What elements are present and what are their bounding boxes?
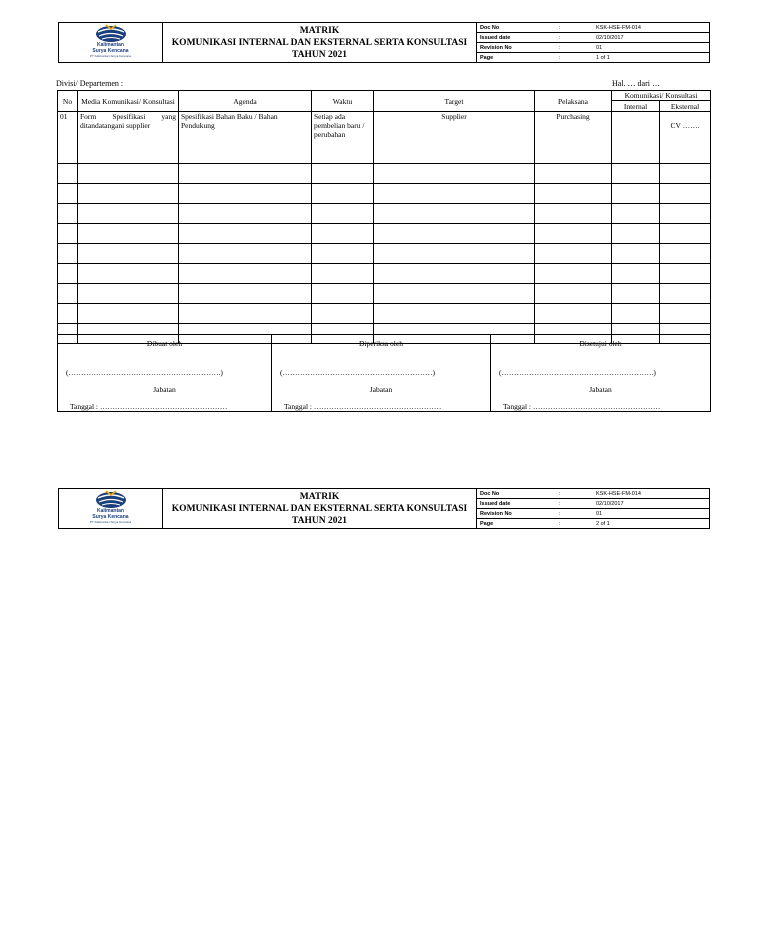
col-header-media: Media Komunikasi/ Konsultasi: [78, 91, 179, 112]
table-row: [58, 184, 711, 204]
logo-name-2: Surya Kencana: [92, 513, 129, 520]
jabatan-label: Jabatan: [153, 385, 176, 394]
document-meta: [477, 23, 710, 63]
meta-sep: :: [559, 54, 561, 61]
empty-cell: [312, 264, 374, 284]
empty-cell: [535, 224, 612, 244]
logo-name-2: Surya Kencana: [92, 47, 129, 54]
meta-key: Doc No: [477, 23, 556, 33]
cell-no: 01: [58, 112, 78, 164]
empty-cell: [179, 184, 312, 204]
empty-cell: [312, 164, 374, 184]
title-line-3: TAHUN 2021: [292, 49, 347, 60]
jabatan-label: Jabatan: [589, 385, 612, 394]
empty-cell: [78, 284, 179, 304]
logo-globe-icon: [94, 23, 128, 43]
title-line-1: MATRIK: [299, 491, 340, 502]
meta-value: KSK-HSE-FM-014: [593, 489, 709, 499]
empty-cell: [660, 304, 711, 324]
col-header-agenda: Agenda: [179, 91, 312, 112]
empty-cell: [78, 304, 179, 324]
col-header-eksternal: Eksternal: [660, 101, 711, 112]
meta-row: [477, 23, 709, 33]
empty-cell: [374, 224, 535, 244]
empty-cell: [58, 304, 78, 324]
tanggal-label: Tanggal : ……………………………………………: [284, 402, 442, 411]
cell-agenda: Spesifikasi Bahan Baku / Bahan Pendukung: [179, 112, 312, 164]
table-row: [58, 112, 711, 164]
empty-cell: [660, 284, 711, 304]
title-line-3: TAHUN 2021: [292, 515, 347, 526]
document-title: [163, 489, 477, 529]
meta-value: 02/10/2017: [593, 499, 709, 509]
empty-cell: [58, 224, 78, 244]
cell-target: Supplier: [374, 112, 535, 164]
empty-cell: [374, 164, 535, 184]
empty-cell: [58, 244, 78, 264]
empty-cell: [179, 284, 312, 304]
meta-value: 01: [593, 43, 709, 53]
meta-row: [477, 53, 709, 63]
empty-cell: [179, 224, 312, 244]
empty-cell: [660, 164, 711, 184]
table-row: [58, 224, 711, 244]
approved-by-label: Disetujui oleh: [579, 339, 622, 348]
meta-key: Revision No: [477, 509, 556, 519]
empty-cell: [374, 304, 535, 324]
meta-key: Issued date: [477, 33, 556, 43]
empty-cell: [78, 204, 179, 224]
document-title: [163, 23, 477, 63]
empty-cell: [612, 184, 660, 204]
empty-cell: [535, 264, 612, 284]
meta-value: KSK-HSE-FM-014: [593, 23, 709, 33]
empty-cell: [535, 164, 612, 184]
meta-sep: :: [556, 509, 593, 519]
tanggal-label: Tanggal : ……………………………………………: [70, 402, 228, 411]
empty-cell: [179, 264, 312, 284]
meta-sep: :: [556, 43, 593, 53]
empty-cell: [312, 204, 374, 224]
title-line-2: KOMUNIKASI INTERNAL DAN EKSTERNAL SERTA KONSULTASI: [171, 37, 468, 48]
empty-cell: [374, 184, 535, 204]
empty-cell: [78, 244, 179, 264]
cell-waktu: Setiap ada pembelian baru / perubahan: [312, 112, 374, 164]
checked-by-label: Diperiksa oleh: [359, 339, 403, 348]
empty-cell: [374, 204, 535, 224]
matrix-table: [57, 90, 711, 344]
meta-row: [477, 33, 709, 43]
col-header-komunikasi: Komunikasi/ Konsultasi: [612, 91, 711, 101]
empty-cell: [179, 304, 312, 324]
meta-row: [477, 519, 709, 529]
company-logo: [59, 489, 163, 529]
meta-sep: :: [556, 499, 593, 509]
cell-eksternal: CV …….: [660, 112, 711, 164]
logo-globe-icon: [94, 489, 128, 509]
empty-cell: [78, 184, 179, 204]
signature-prepared-by: [58, 335, 272, 412]
empty-cell: [58, 184, 78, 204]
document-header: [58, 22, 710, 63]
empty-cell: [612, 264, 660, 284]
name-placeholder: (……………………………………………………): [280, 368, 435, 377]
empty-cell: [78, 224, 179, 244]
logo-name: Kalimantan: [97, 42, 124, 48]
logo-name: Kalimantan: [97, 508, 124, 514]
empty-cell: [374, 284, 535, 304]
col-header-internal: Internal: [612, 101, 660, 112]
title-line-1: MATRIK: [299, 25, 340, 36]
empty-cell: [312, 184, 374, 204]
empty-cell: [612, 284, 660, 304]
divisi-label: Divisi/ Departemen :: [56, 79, 124, 88]
company-logo: [59, 23, 163, 63]
table-row: [58, 244, 711, 264]
col-header-pelaksana: Pelaksana: [535, 91, 612, 112]
prepared-by-label: Dibuat oleh: [146, 339, 183, 348]
meta-row: [477, 489, 709, 499]
meta-row: [477, 509, 709, 519]
meta-sep: :: [556, 489, 593, 499]
meta-sep: :: [559, 520, 561, 527]
meta-key: Revision No: [477, 43, 556, 53]
meta-value: 01: [593, 509, 709, 519]
empty-cell: [179, 244, 312, 264]
empty-cell: [78, 164, 179, 184]
table-row: [58, 304, 711, 324]
empty-cell: [78, 264, 179, 284]
empty-cell: [660, 264, 711, 284]
cell-pelaksana: Purchasing: [535, 112, 612, 164]
meta-sep: :: [556, 33, 593, 43]
col-header-target: Target: [374, 91, 535, 112]
title-line-2: KOMUNIKASI INTERNAL DAN EKSTERNAL SERTA KONSULTASI: [171, 503, 468, 514]
empty-cell: [612, 304, 660, 324]
cell-media: Form Spesifikasi yang ditandatangani supplier: [78, 112, 179, 164]
empty-cell: [535, 304, 612, 324]
empty-cell: [58, 204, 78, 224]
signature-checked-by: [272, 335, 491, 412]
meta-value: 02/10/2017: [593, 33, 709, 43]
name-placeholder: (…………………………………………………….): [66, 368, 223, 377]
meta-row: [477, 43, 709, 53]
empty-cell: [660, 204, 711, 224]
document-header-page-2: [58, 488, 710, 529]
cell-internal: [612, 112, 660, 164]
empty-cell: [58, 164, 78, 184]
empty-cell: [312, 304, 374, 324]
empty-cell: [535, 284, 612, 304]
empty-cell: [374, 264, 535, 284]
empty-cell: [179, 204, 312, 224]
signature-block: [57, 334, 711, 412]
empty-cell: [660, 224, 711, 244]
empty-cell: [535, 184, 612, 204]
empty-cell: [312, 224, 374, 244]
signature-approved-by: [491, 335, 711, 412]
empty-cell: [58, 284, 78, 304]
meta-key: Doc No: [477, 489, 556, 499]
jabatan-label: Jabatan: [369, 385, 393, 394]
meta-key: Issued date: [477, 499, 556, 509]
empty-cell: [660, 244, 711, 264]
table-row: [58, 164, 711, 184]
meta-sep: :: [556, 23, 593, 33]
meta-key: Page: [480, 54, 494, 61]
page-count-label: Hal. … dari …: [612, 79, 660, 88]
logo-subtitle: PT Kalimantan Surya Kencana: [90, 54, 131, 58]
empty-cell: [660, 184, 711, 204]
empty-cell: [312, 284, 374, 304]
document-meta: [477, 489, 710, 529]
empty-cell: [535, 204, 612, 224]
table-row: [58, 204, 711, 224]
logo-subtitle: PT Kalimantan Surya Kencana: [90, 520, 131, 524]
divisi-row: [56, 79, 710, 88]
col-header-waktu: Waktu: [312, 91, 374, 112]
empty-cell: [179, 164, 312, 184]
name-placeholder: (…………………………………………………….): [499, 368, 656, 377]
meta-value: 1 of 1: [596, 54, 610, 61]
table-row: [58, 264, 711, 284]
meta-key: Page: [480, 520, 494, 527]
empty-cell: [535, 244, 612, 264]
empty-cell: [612, 204, 660, 224]
col-header-no: No: [58, 91, 78, 112]
meta-value: 2 of 1: [596, 520, 610, 527]
empty-cell: [58, 264, 78, 284]
empty-cell: [612, 164, 660, 184]
meta-row: [477, 499, 709, 509]
empty-cell: [374, 244, 535, 264]
tanggal-label: Tanggal : ……………………………………………: [503, 402, 661, 411]
empty-cell: [612, 224, 660, 244]
table-row: [58, 284, 711, 304]
empty-cell: [612, 244, 660, 264]
empty-cell: [312, 244, 374, 264]
